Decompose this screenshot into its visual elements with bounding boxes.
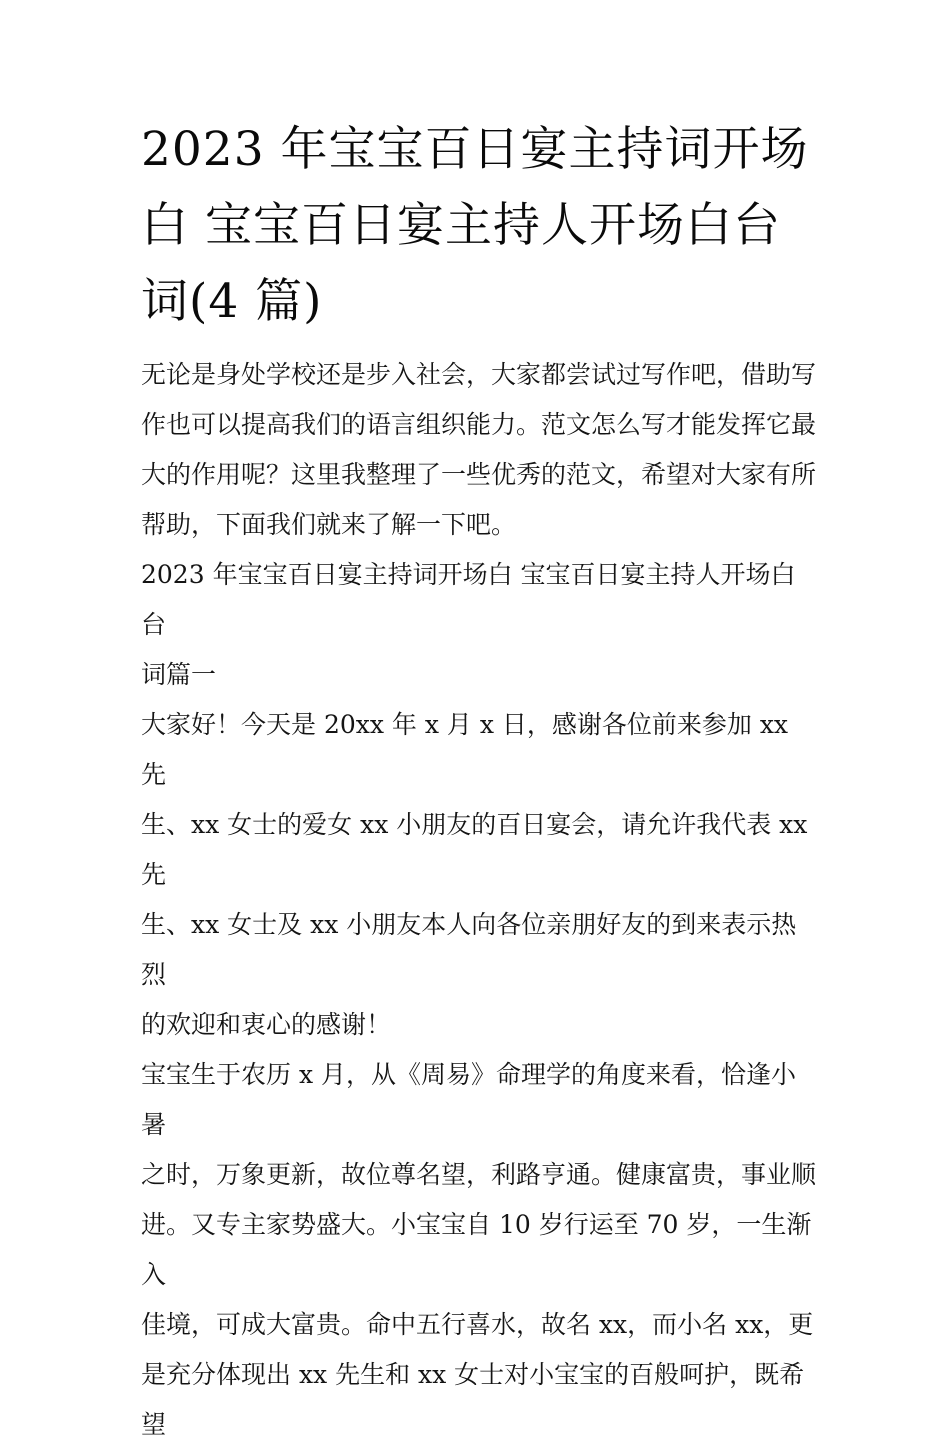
text-line: 进。又专主家势盛大。小宝宝自 10 岁行运至 70 岁，一生渐入 xyxy=(141,1210,812,1289)
text-line: 作也可以提高我们的语言组织能力。范文怎么写才能发挥它最 xyxy=(141,410,817,439)
title-line: 白 宝宝百日宴主持人开场白台 xyxy=(141,198,781,253)
text-line: 帮助，下面我们就来了解一下吧。 xyxy=(141,510,517,539)
title-line: 2023 年宝宝百日宴主持词开场 xyxy=(141,122,809,177)
document-body xyxy=(141,112,816,1450)
title-line: 词(4 篇) xyxy=(141,274,323,329)
text-line: 大的作用呢？这里我整理了一些优秀的范文，希望对大家有所 xyxy=(141,460,817,489)
text-line: 的欢迎和衷心的感谢！ xyxy=(141,1010,392,1039)
intro-paragraph xyxy=(141,350,816,550)
greeting-paragraph xyxy=(141,700,816,1050)
section-heading xyxy=(141,550,816,700)
text-line: 之时，万象更新，故位尊名望，利路亨通。健康富贵，事业顺 xyxy=(141,1160,817,1189)
text-line: 生、xx 女士及 xx 小朋友本人向各位亲朋好友的到来表示热烈 xyxy=(141,910,797,989)
text-line: 词篇一 xyxy=(141,660,217,689)
text-line: 2023 年宝宝百日宴主持词开场白 宝宝百日宴主持人开场白台 xyxy=(141,560,796,639)
text-line: 无论是身处学校还是步入社会，大家都尝试过写作吧，借助写 xyxy=(141,360,817,389)
text-line: 大家好！今天是 20xx 年 x 月 x 日，感谢各位前来参加 xx 先 xyxy=(141,710,789,789)
text-line: 佳境，可成大富贵。命中五行喜水，故名 xx，而小名 xx，更 xyxy=(141,1310,814,1339)
body-paragraph xyxy=(141,1050,816,1450)
text-line: 是充分体现出 xx 先生和 xx 女士对小宝宝的百般呵护，既希望 xyxy=(141,1360,805,1439)
text-line: 宝宝生于农历 x 月，从《周易》命理学的角度来看，恰逢小暑 xyxy=(141,1060,796,1139)
text-line: 生、xx 女士的爱女 xx 小朋友的百日宴会，请允许我代表 xx 先 xyxy=(141,810,808,889)
document-title xyxy=(141,112,816,340)
